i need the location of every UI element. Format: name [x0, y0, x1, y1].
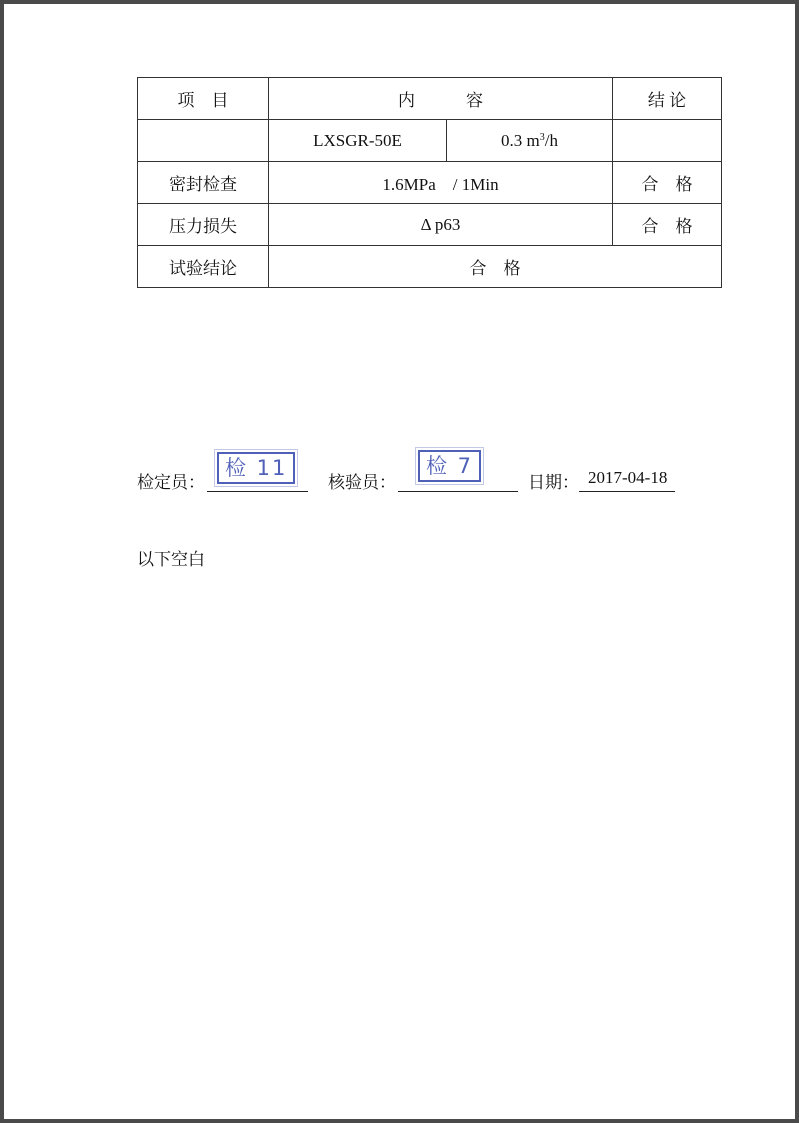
- pressure-loss-result: 合 格: [613, 204, 722, 246]
- test-conclusion-label: 试验结论: [138, 246, 269, 288]
- verifier-label: 检定员：: [137, 473, 205, 492]
- document-page: [4, 4, 795, 1119]
- blank-below-note: 以下空白: [137, 550, 205, 569]
- table-row: [138, 120, 722, 162]
- checker-label: 核验员：: [328, 473, 396, 492]
- verifier-stamp: 检 11: [217, 452, 295, 484]
- model-label-cell: [138, 120, 269, 162]
- date-underline: [579, 491, 675, 492]
- date-label: 日期：: [528, 473, 579, 492]
- checker-stamp: 检 7: [418, 450, 481, 482]
- header-conclusion: 结 论: [613, 78, 722, 120]
- table-header-row: [138, 78, 722, 120]
- flow-cell: 0.3 $m^3/h$: [447, 120, 613, 162]
- model-result-cell: [613, 120, 722, 162]
- inspection-table: [137, 77, 722, 288]
- pressure-loss-content: Δ p63: [269, 204, 613, 246]
- seal-check-result: 合 格: [613, 162, 722, 204]
- header-content: 内 容: [269, 78, 613, 120]
- table-row: [138, 162, 722, 204]
- test-conclusion-result: 合 格: [269, 246, 722, 288]
- seal-check-label: 密封检查: [138, 162, 269, 204]
- seal-check-content: 1.6MPa / 1Min: [269, 162, 613, 204]
- table-row: [138, 204, 722, 246]
- date-value: 2017-04-18: [588, 468, 668, 487]
- verifier-underline: [207, 491, 308, 492]
- checker-underline: [398, 491, 518, 492]
- model-cell: LXSGR-50E: [269, 120, 447, 162]
- table-row: [138, 246, 722, 288]
- pressure-loss-label: 压力损失: [138, 204, 269, 246]
- signature-line: [137, 454, 697, 492]
- header-item: 项 目: [138, 78, 269, 120]
